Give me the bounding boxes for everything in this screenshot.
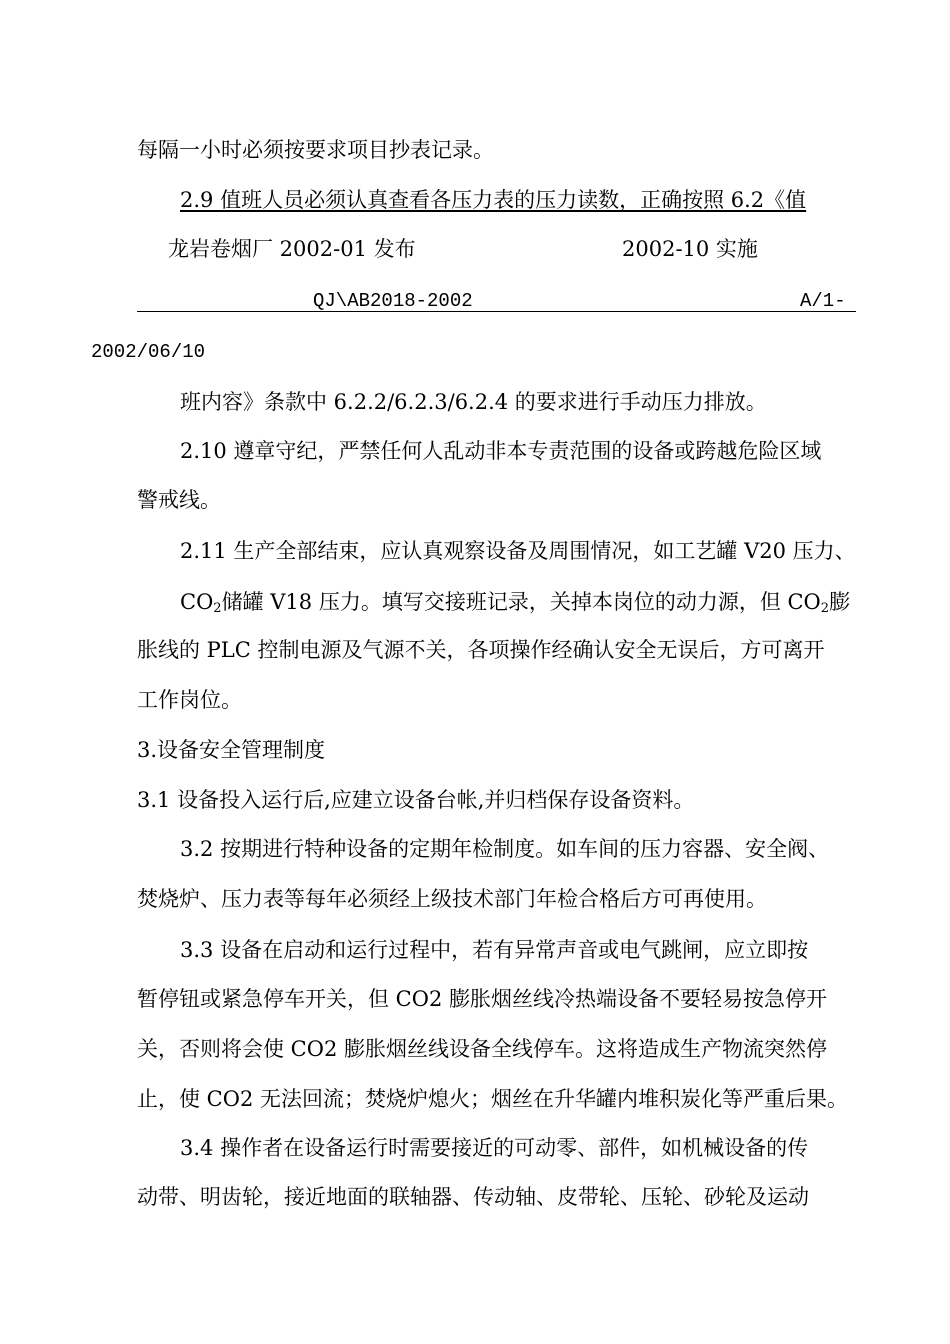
text-line: 动带、明齿轮，接近地面的联轴器、传动轴、皮带轮、压轮、砂轮及运动 bbox=[137, 1185, 809, 1209]
text-line: 警戒线。 bbox=[137, 488, 221, 512]
document-date: 2002/06/10 bbox=[91, 341, 206, 363]
text-fragment: 膨 bbox=[829, 590, 851, 614]
text-line: 3.1 设备投入运行后,应建立设备台帐,并归档保存设备资料。 bbox=[137, 788, 695, 812]
document-code: QJ\AB2018-2002 bbox=[313, 290, 473, 312]
text-line: 胀线的 PLC 控制电源及气源不关，各项操作经确认安全无误后，方可离开 bbox=[137, 638, 825, 662]
header-rule bbox=[137, 311, 856, 312]
document-version: A/1- bbox=[800, 290, 846, 312]
text-line: 3.3 设备在启动和运行过程中，若有异常声音或电气跳闸，应立即按 bbox=[180, 938, 809, 962]
text-line bbox=[180, 589, 850, 622]
text-line: 暂停钮或紧急停车开关，但 CO2 膨胀烟丝线冷热端设备不要轻易按急停开 bbox=[137, 987, 827, 1011]
text-line: 止，使 CO2 无法回流；焚烧炉熄火；烟丝在升华罐内堆积炭化等严重后果。 bbox=[137, 1087, 848, 1111]
text-fragment: CO bbox=[180, 590, 214, 614]
publish-info: 龙岩卷烟厂 2002-01 发布 bbox=[168, 237, 416, 261]
text-line: 2.10 遵章守纪，严禁任何人乱动非本专责范围的设备或跨越危险区域 bbox=[180, 439, 822, 463]
subscript: 2 bbox=[820, 601, 830, 616]
text-line: 2.11 生产全部结束，应认真观察设备及周围情况，如工艺罐 V20 压力、 bbox=[180, 539, 856, 563]
text-fragment: 储罐 V18 压力。填写交接班记录，关掉本岗位的动力源，但 CO bbox=[221, 590, 821, 614]
text-line: 每隔一小时必须按要求项目抄表记录。 bbox=[137, 138, 494, 162]
text-line: 3.4 操作者在设备运行时需要接近的可动零、部件，如机械设备的传 bbox=[180, 1136, 809, 1160]
text-line: 3.2 按期进行特种设备的定期年检制度。如车间的压力容器、安全阀、 bbox=[180, 837, 830, 861]
subscript: 2 bbox=[213, 601, 222, 616]
text-line: 工作岗位。 bbox=[137, 688, 242, 712]
text-line: 关，否则将会使 CO2 膨胀烟丝线设备全线停车。这将造成生产物流突然停 bbox=[137, 1037, 827, 1061]
implement-info: 2002-10 实施 bbox=[622, 237, 758, 261]
text-line: 焚烧炉、压力表等每年必须经上级技术部门年检合格后方可再使用。 bbox=[137, 887, 767, 911]
section-heading: 3.设备安全管理制度 bbox=[137, 738, 326, 762]
text-line: 班内容》条款中 6.2.2/6.2.3/6.2.4 的要求进行手动压力排放。 bbox=[180, 390, 767, 414]
text-line-underlined: 2.9 值班人员必须认真查看各压力表的压力读数，正确按照 6.2《值 bbox=[180, 188, 807, 212]
